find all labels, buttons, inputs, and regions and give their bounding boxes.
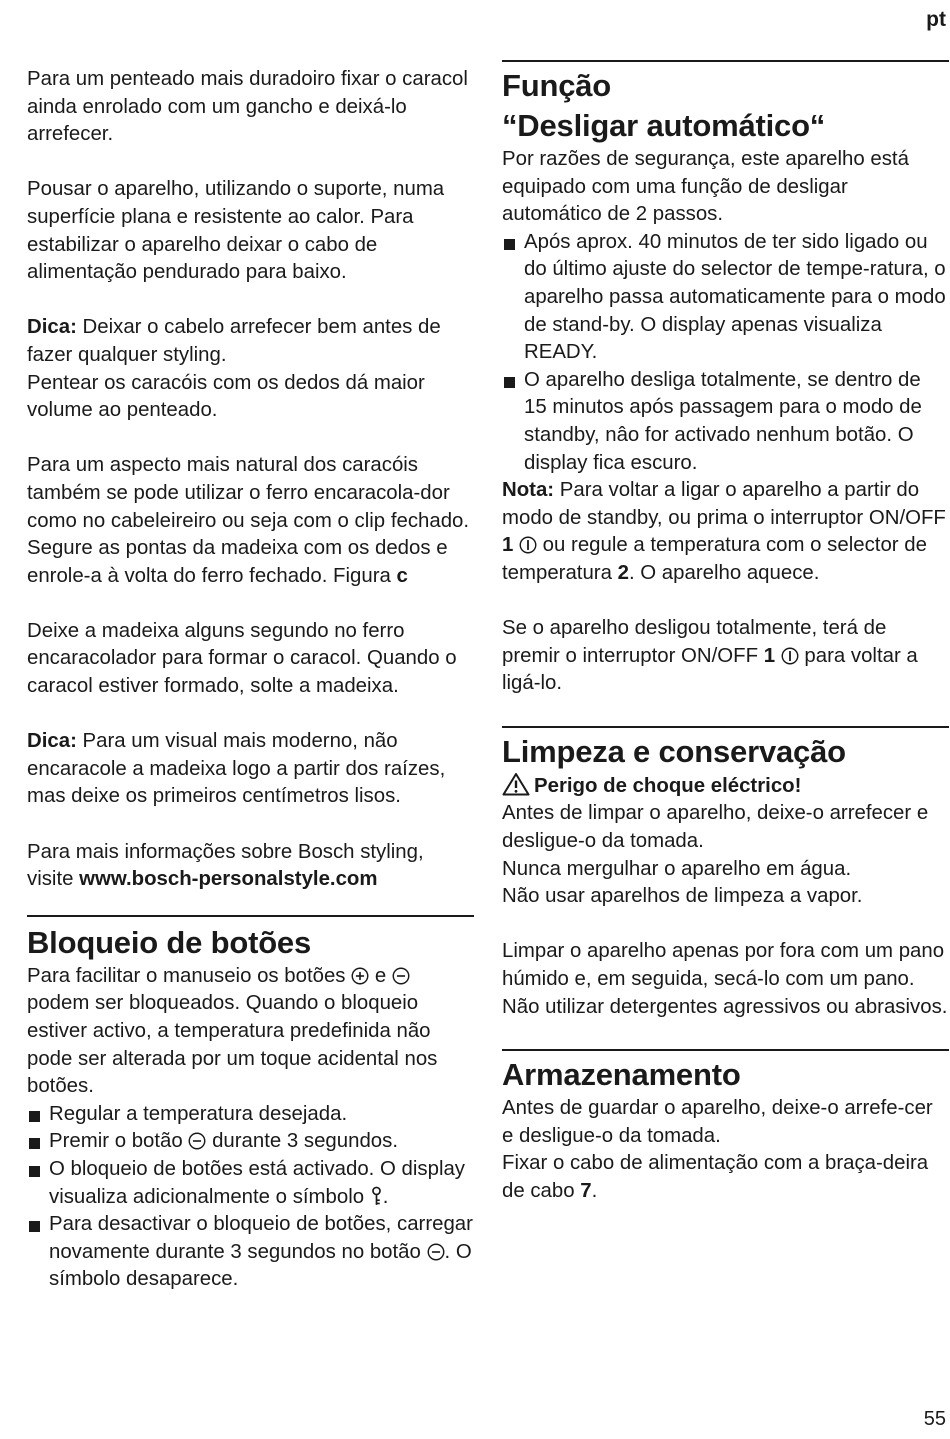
- text: .: [382, 1185, 389, 1208]
- text: Fixar o cabo de alimentação com a braça-deira de cabo: [502, 1152, 929, 1202]
- tip-paragraph: [27, 314, 474, 369]
- section-button-lock: [27, 915, 474, 1294]
- ref-number: 7: [580, 1180, 592, 1202]
- warning-icon: [502, 772, 530, 796]
- figure-ref: c: [396, 564, 408, 587]
- list-item: [27, 1128, 474, 1156]
- paragraph: Por razões de segurança, este aparelho está equipado com uma função de desligar automático de 2 passos.: [502, 148, 909, 226]
- text: e: [369, 964, 392, 987]
- tip-label: Dica:: [27, 730, 77, 753]
- text: ou regule a temperatura com o selector de temperatura: [502, 534, 927, 584]
- text: podem ser bloqueados. Quando o bloqueio estiver activo, a temperatura predefinida não pode ser alterada por um toque acidental nos botões.: [27, 992, 438, 1098]
- website-url: www.bosch-personalstyle.com: [79, 868, 378, 891]
- paragraph: Antes de limpar o aparelho, deixe-o arrefecer e desligue-o da tomada.: [502, 802, 929, 853]
- list-item: Regular a temperatura desejada.: [27, 1101, 474, 1129]
- text: .: [591, 1180, 598, 1202]
- text: para voltar a ligá-lo.: [502, 644, 918, 695]
- power-button-icon: [519, 536, 537, 554]
- paragraph: [502, 1150, 949, 1205]
- paragraph: Antes de guardar o aparelho, deixe-o arrefe-cer e desligue-o da tomada.: [502, 1097, 933, 1147]
- paragraph: [502, 615, 949, 698]
- section-title: Limpeza e conservação: [502, 733, 846, 769]
- note-paragraph: [502, 477, 949, 587]
- ref-number: 1: [502, 534, 514, 557]
- section-title: Armazenamento: [502, 1057, 741, 1093]
- paragraph: [27, 452, 474, 590]
- list-item: [27, 1156, 474, 1211]
- text: Para voltar a ligar o aparelho a partir do modo de standby, ou prima o interruptor ON/OFF: [502, 479, 946, 529]
- title-line: Função: [502, 68, 612, 103]
- text: . O símbolo desaparece.: [49, 1240, 472, 1291]
- tip-text: Para um visual mais moderno, não encaracole a madeixa logo a partir dos raízes, mas deixe os primeiros centímetros lisos.: [27, 730, 446, 808]
- bullet-list: [27, 1101, 474, 1294]
- section-title: Bloqueio de botões: [27, 924, 312, 960]
- text: Se o aparelho desligou totalmente, terá de premir o interruptor ON/OFF: [502, 617, 887, 667]
- paragraph: Deixe a madeixa alguns segundo no ferro encaracolador para formar o caracol. Quando o caracol estiver formado, solte a madeixa.: [27, 619, 457, 698]
- page-number: 55: [923, 1408, 946, 1430]
- plus-button-icon: [351, 967, 369, 985]
- list-item: Após aprox. 40 minutos de ter sido ligado ou do último ajuste do selector de tempe-ratura, o aparelho passa automaticamente para o modo de stand-by. O display apenas visualiza READY.: [502, 229, 949, 367]
- note-label: Nota:: [502, 479, 555, 502]
- list-item: [27, 1211, 474, 1294]
- title-line: “Desligar automático“: [502, 108, 826, 143]
- minus-button-icon: [188, 1132, 206, 1150]
- key-lock-icon: [370, 1186, 383, 1207]
- paragraph: Pentear os caracóis com os dedos dá maior volume ao penteado.: [27, 371, 425, 422]
- paragraph-text: Para um aspecto mais natural dos caracóis também se pode utilizar o ferro encaracola-dor como no cabeleireiro ou seja com o clip fechado. Segure as pontas da madeixa com os dedos e enrole-a à volta do ferro fechado. Figura: [27, 454, 470, 587]
- section-storage: [502, 1049, 949, 1205]
- paragraph: Pousar o aparelho, utilizando o suporte, numa superfície plana e resistente ao calor. Para estabilizar o aparelho deixar o cabo de alimentação pendurado para baixo.: [27, 178, 445, 284]
- left-column: [27, 66, 474, 1294]
- paragraph: Nunca mergulhar o aparelho em água.: [502, 857, 852, 880]
- minus-button-icon: [427, 1243, 445, 1261]
- ref-number: 2: [617, 561, 629, 584]
- minus-button-icon: [392, 967, 410, 985]
- text: durante 3 segundos.: [206, 1130, 398, 1153]
- paragraph: [27, 963, 474, 1101]
- section-auto-off: [502, 60, 949, 698]
- text: Premir o botão: [49, 1130, 189, 1153]
- language-code: pt: [926, 8, 946, 31]
- paragraph: Limpar o aparelho apenas por fora com um pano húmido e, em seguida, secá-lo com um pano.: [502, 940, 945, 991]
- tip-paragraph: [27, 728, 474, 811]
- warning-line: [502, 772, 949, 801]
- right-column: [502, 60, 949, 1206]
- paragraph: Para um penteado mais duradoiro fixar o caracol ainda enrolado com um gancho e deixá-lo arrefecer.: [27, 68, 468, 146]
- tip-label: Dica:: [27, 316, 77, 339]
- text: Para facilitar o manuseio os botões: [27, 964, 352, 987]
- paragraph: [27, 839, 474, 894]
- list-item: O aparelho desliga totalmente, se dentro de 15 minutos após passagem para o modo de standby, nâo for activado nenhum botão. O display fica escuro.: [502, 367, 949, 477]
- power-button-icon: [781, 647, 799, 665]
- paragraph: Não usar aparelhos de limpeza a vapor.: [502, 885, 863, 908]
- section-title: [502, 66, 949, 146]
- paragraph: Não utilizar detergentes agressivos ou abrasivos.: [502, 995, 948, 1018]
- paragraph-text: Para mais informações sobre Bosch styling, visite: [27, 840, 424, 891]
- bullet-list: [502, 229, 949, 477]
- tip-text: Deixar o cabelo arrefecer bem antes de fazer qualquer styling.: [27, 316, 441, 366]
- text: Para desactivar o bloqueio de botões, carregar novamente durante 3 segundos no botão: [49, 1213, 473, 1263]
- text: O bloqueio de botões está activado. O display visualiza adicionalmente o símbolo: [49, 1157, 466, 1208]
- section-cleaning: [502, 726, 949, 1021]
- text: . O aparelho aquece.: [628, 561, 820, 584]
- ref-number: 1: [763, 644, 776, 667]
- warning-text: Perigo de choque eléctrico!: [534, 774, 802, 797]
